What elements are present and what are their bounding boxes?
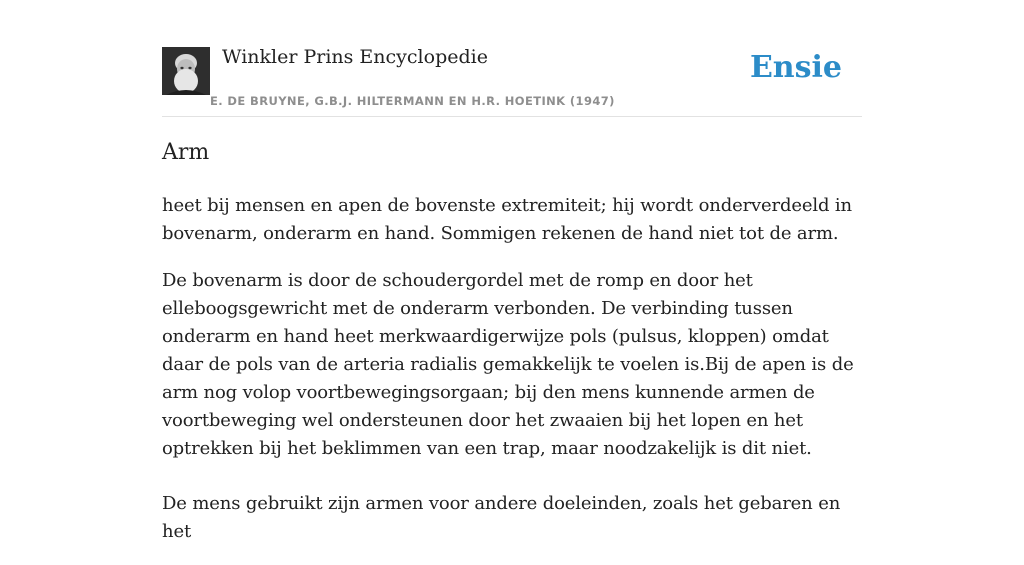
article-body — [162, 192, 868, 565]
article-paragraph: heet bij mensen en apen de bovenste extremiteit; hij wordt onderverdeeld in bovenarm, onderarm en hand. Sommigen rekenen de hand niet tot de arm. — [162, 195, 852, 244]
author-avatar — [162, 47, 210, 95]
author-portrait-icon — [162, 47, 210, 95]
publication-authors: E. DE BRUYNE, G.B.J. HILTERMANN EN H.R. HOETINK (1947) — [210, 94, 615, 108]
ensie-logo-link[interactable]: Ensie — [749, 50, 842, 85]
publication-header — [162, 46, 862, 117]
article-paragraph: De mens gebruikt zijn armen voor andere doeleinden, zoals het gebaren en het — [162, 493, 841, 542]
article-paragraph: De bovenarm is door de schoudergordel met de romp en door het elleboogsgewricht met de onderarm verbonden. De verbinding tussen onderarm en hand heet merkwaardigerwijze pols (pulsus, kloppen) omdat daar de pols van de arteria radialis gemakkelijk te voelen is.Bij de apen is de arm nog volop voortbewegingsorgaan; bij den mens kunnende armen de voortbeweging wel ondersteunen door het zwaaien bij het lopen en het optrekken bij het beklimmen van een trap, maar noodzakelijk is dit niet. — [162, 270, 854, 459]
publication-title[interactable]: Winkler Prins Encyclopedie — [222, 46, 488, 68]
article-title: Arm — [162, 140, 210, 165]
